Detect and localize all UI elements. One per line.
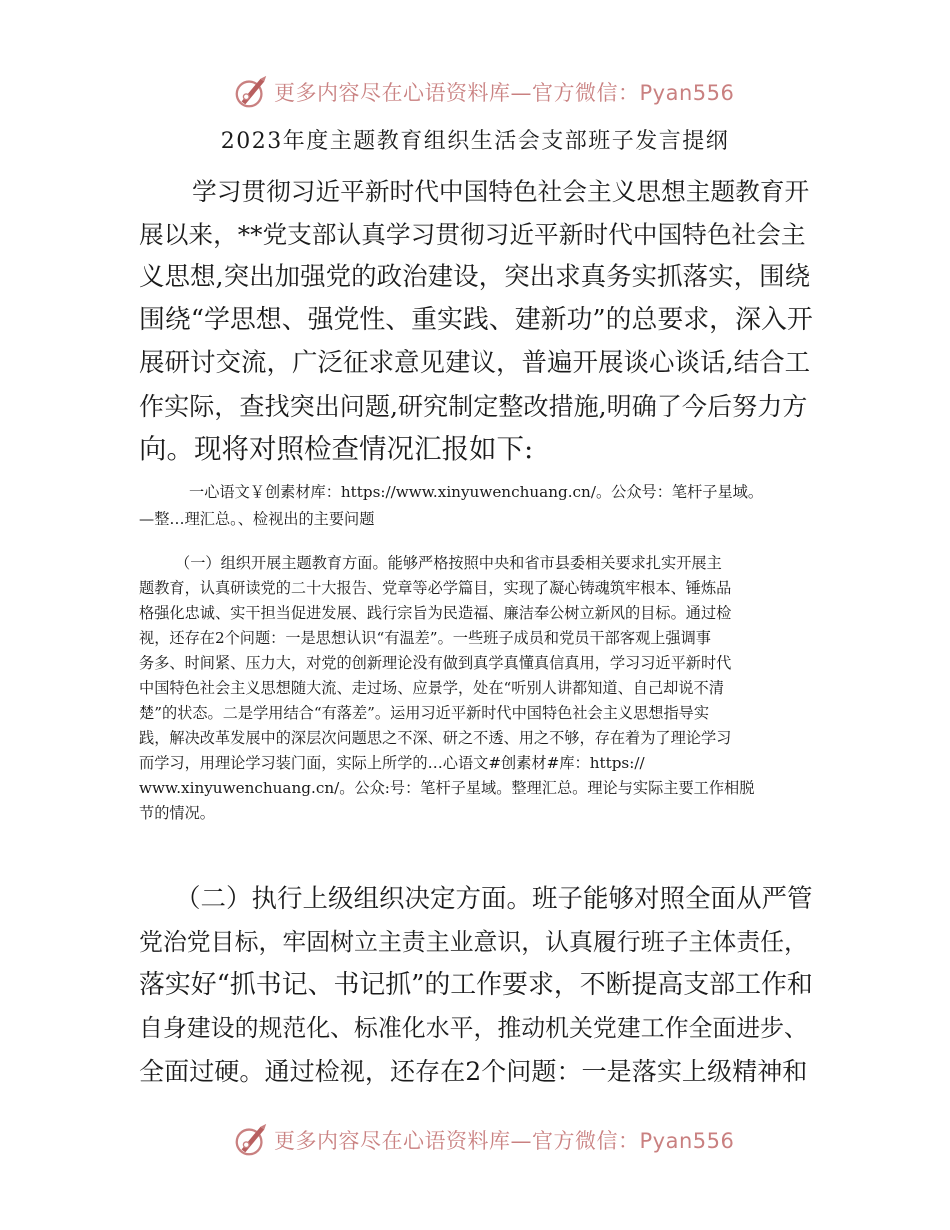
watermark-text: 更多内容尽在心语资料库—官方微信：Pyan556 bbox=[274, 81, 735, 105]
intro-line-3: 义思想,突出加强党的政治建设，突出求真务实抓落实，围绕 bbox=[139, 262, 811, 292]
intro-line-6: 作实际，查找突出问题,研究制定整改措施,明确了今后努力方 bbox=[139, 392, 808, 421]
section1-line-4: 视，还存在2个问题：一是思想认识“有温差”。一些班子成员和党员干部客观上强调事 bbox=[139, 629, 711, 647]
section1-line-7: 楚”的状态。二是学用结合“有落差”。运用习近平新时代中国特色社会主义思想指导实 bbox=[139, 704, 710, 722]
section1-line-9: 而学习，用理论学习装门面，实际上所学的…心语文#创素材#库：https:// bbox=[139, 754, 645, 772]
section1-line-6: 中国特色社会主义思想随大流、走过场、应景学，处在“听别人讲都知道、自己却说不清 bbox=[139, 679, 724, 697]
section1-line-11: 节的情况。 bbox=[139, 804, 215, 822]
section2-line-4: 自身建设的规范化、标准化水平，推动机关党建工作全面进步、 bbox=[139, 1014, 808, 1042]
section2-line-5: 全面过硬。通过检视，还存在2个问题：一是落实上级精神和 bbox=[139, 1057, 808, 1086]
source-note-line-2: —整…理汇总。、检视出的主要问题 bbox=[139, 510, 375, 528]
watermark-footer bbox=[232, 1118, 735, 1162]
intro-line-2: 展以来，**党支部认真学习贯彻习近平新时代中国特色社会主 bbox=[139, 220, 806, 249]
intro-line-5: 展研讨交流，广泛征求意见建议，普遍开展谈心谈话,结合工 bbox=[139, 348, 811, 378]
section2-line-2: 党治党目标，牢固树立主责主业意识，认真履行班子主体责任， bbox=[139, 928, 808, 956]
intro-line-7: 向。现将对照检查情况汇报如下: bbox=[139, 433, 534, 465]
section1-line-1: （一）组织开展主题教育方面。能够严格按照中央和省市县委相关要求扎实开展主 bbox=[175, 554, 722, 572]
section1-line-5: 务多、时间紧、压力大，对党的创新理论没有做到真学真懂真信真用，学习习近平新时代 bbox=[139, 654, 732, 672]
section1-line-2: 题教育，认真研读党的二十大报告、党章等必学篇目，实现了凝心铸魂筑牢根本、锤炼品 bbox=[139, 579, 732, 597]
section1-line-8: 践，解决改革发展中的深层次问题思之不深、研之不透、用之不够，存在着为了理论学习 bbox=[139, 729, 732, 747]
intro-line-1: 学习贯彻习近平新时代中国特色社会主义思想主题教育开 bbox=[192, 177, 810, 206]
section1-line-10: www.xinyuwenchuang.cn/。公众:号：笔杆子星域。整理汇总。理论与实际主要工作相脱 bbox=[139, 779, 755, 797]
section2-line-3: 落实好“抓书记、书记抓”的工作要求，不断提高支部工作和 bbox=[139, 970, 813, 1000]
section1-line-3: 格强化忠诚、实干担当促进发展、践行宗旨为民造福、廉洁奉公树立新风的目标。通过检 bbox=[139, 604, 732, 622]
quill-pen-circle-logo-icon bbox=[232, 73, 270, 111]
section2-line-1: （二）执行上级组织决定方面。班子能够对照全面从严管 bbox=[175, 884, 813, 914]
intro-line-4: 围绕“学思想、强党性、重实践、建新功”的总要求，深入开 bbox=[139, 305, 813, 335]
watermark-text: 更多内容尽在心语资料库—官方微信：Pyan556 bbox=[274, 1129, 735, 1153]
page-title: 2023年度主题教育组织生活会支部班子发言提纲 bbox=[220, 129, 730, 154]
watermark-header bbox=[232, 70, 735, 114]
quill-pen-circle-logo-icon bbox=[232, 1121, 270, 1159]
source-note-line-1: 一心语文￥创素材库：https://www.xinyuwenchuang.cn/。公众号：笔杆子星域。 bbox=[189, 483, 764, 501]
